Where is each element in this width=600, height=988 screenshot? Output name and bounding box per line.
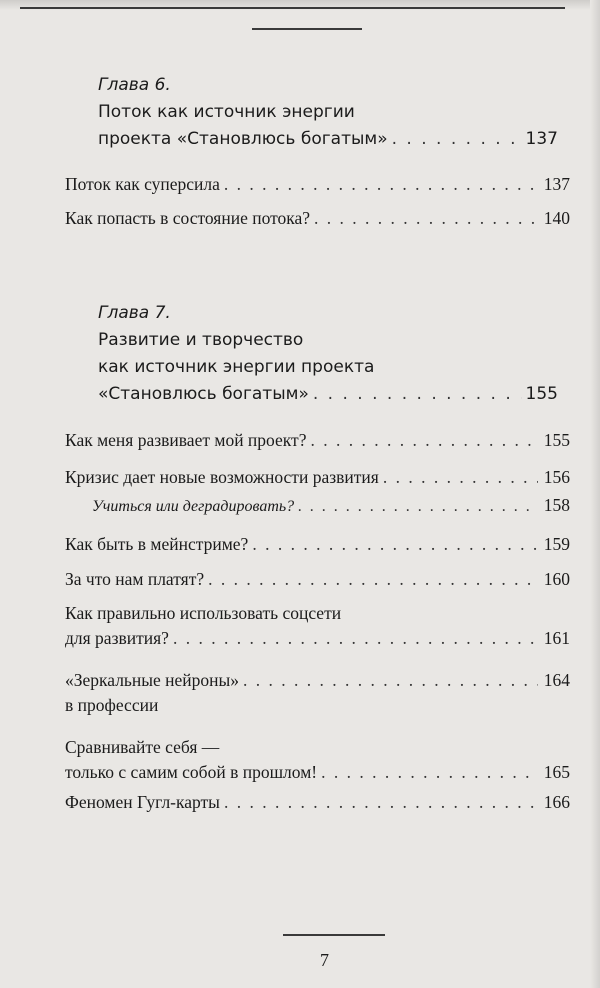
- toc-entry-title: Кризис дает новые возможности развития: [65, 467, 379, 487]
- chapter-7-title-line2: как источник энергии проекта: [98, 357, 375, 377]
- chapter-7-heading[interactable]: [98, 300, 558, 408]
- leader-dots: [383, 465, 538, 490]
- page-edge-top: [0, 0, 600, 10]
- chapter-6-heading[interactable]: [98, 72, 558, 153]
- chapter-7-page: 155: [525, 384, 558, 404]
- leader-dots: [243, 668, 538, 693]
- toc-entry-title-line2: в профессии: [65, 695, 159, 715]
- toc-entry-page: 160: [543, 569, 570, 589]
- toc-entry-page: 158: [543, 495, 570, 515]
- toc-entry-title-line1: Сравнивайте себя —: [65, 737, 220, 757]
- leader-dots: [224, 790, 538, 815]
- toc-entry-page: 165: [543, 762, 570, 782]
- toc-entry[interactable]: [65, 601, 570, 651]
- toc-entry-page: 140: [543, 208, 570, 228]
- toc-entry-page: 164: [543, 670, 570, 690]
- toc-entry-title-line2: для развития?: [65, 628, 169, 648]
- toc-entry-page: 155: [543, 430, 570, 450]
- leader-dots: [310, 428, 538, 453]
- toc-entry-title: Как попасть в состояние потока?: [65, 208, 311, 228]
- leader-dots: [208, 567, 538, 592]
- toc-entry[interactable]: [65, 567, 570, 592]
- toc-subentry[interactable]: [92, 493, 570, 519]
- leader-dots: [173, 626, 538, 651]
- toc-entry-title: Учиться или деградировать?: [92, 498, 295, 515]
- chapter-6-title-line1: Поток как источник энергии: [98, 102, 355, 122]
- chapter-7-title-line3: «Становлюсь богатым» . . . 155: [98, 381, 558, 408]
- leader-dots: [298, 494, 538, 519]
- toc-entry-title: Поток как суперсила: [65, 174, 220, 194]
- toc-entry-title-line2: только с самим собой в прошлом!: [65, 762, 318, 782]
- toc-entry[interactable]: [65, 206, 570, 231]
- toc-entry-page: 137: [543, 174, 570, 194]
- toc-entry[interactable]: [65, 668, 570, 718]
- toc-entry-page: 156: [543, 467, 570, 487]
- toc-entry[interactable]: [65, 172, 570, 197]
- chapter-6-label: Глава 6.: [98, 75, 171, 95]
- leader-dots: [252, 532, 538, 557]
- top-rule: [20, 7, 565, 9]
- chapter-7-label: Глава 7.: [98, 303, 171, 323]
- toc-entry[interactable]: [65, 735, 570, 785]
- toc-entry-title: За что нам платят?: [65, 569, 205, 589]
- leader-dots: [224, 172, 538, 197]
- toc-entry-title: Феномен Гугл-карты: [65, 792, 220, 812]
- leader-dots: [321, 760, 538, 785]
- toc-entry-page: 161: [543, 628, 570, 648]
- leader-dots: [392, 126, 522, 153]
- page-number: 7: [320, 950, 329, 970]
- chapter-6-title-line2: проекта «Становлюсь богатым» . . . 137: [98, 126, 558, 153]
- toc-entry-title-line1: Как правильно использовать соцсети: [65, 603, 342, 623]
- toc-entry-title: Как меня развивает мой проект?: [65, 430, 307, 450]
- toc-entry[interactable]: [65, 465, 570, 490]
- leader-dots: [314, 206, 538, 231]
- toc-entry[interactable]: [65, 532, 570, 557]
- toc-entry[interactable]: [65, 428, 570, 453]
- toc-entry-page: 159: [543, 534, 570, 554]
- toc-entry[interactable]: [65, 790, 570, 815]
- chapter-7-title-line1: Развитие и творчество: [98, 330, 304, 350]
- footer-rule: [283, 934, 385, 936]
- toc-entry-page: 166: [543, 792, 570, 812]
- header-ornament-rule: [252, 28, 362, 30]
- toc-entry-title: Как быть в мейнстриме?: [65, 534, 249, 554]
- chapter-6-page: 137: [525, 129, 558, 149]
- page-edge-right: [590, 0, 600, 988]
- toc-entry-title-line1: «Зеркальные нейроны»: [65, 670, 240, 690]
- leader-dots: [313, 381, 522, 408]
